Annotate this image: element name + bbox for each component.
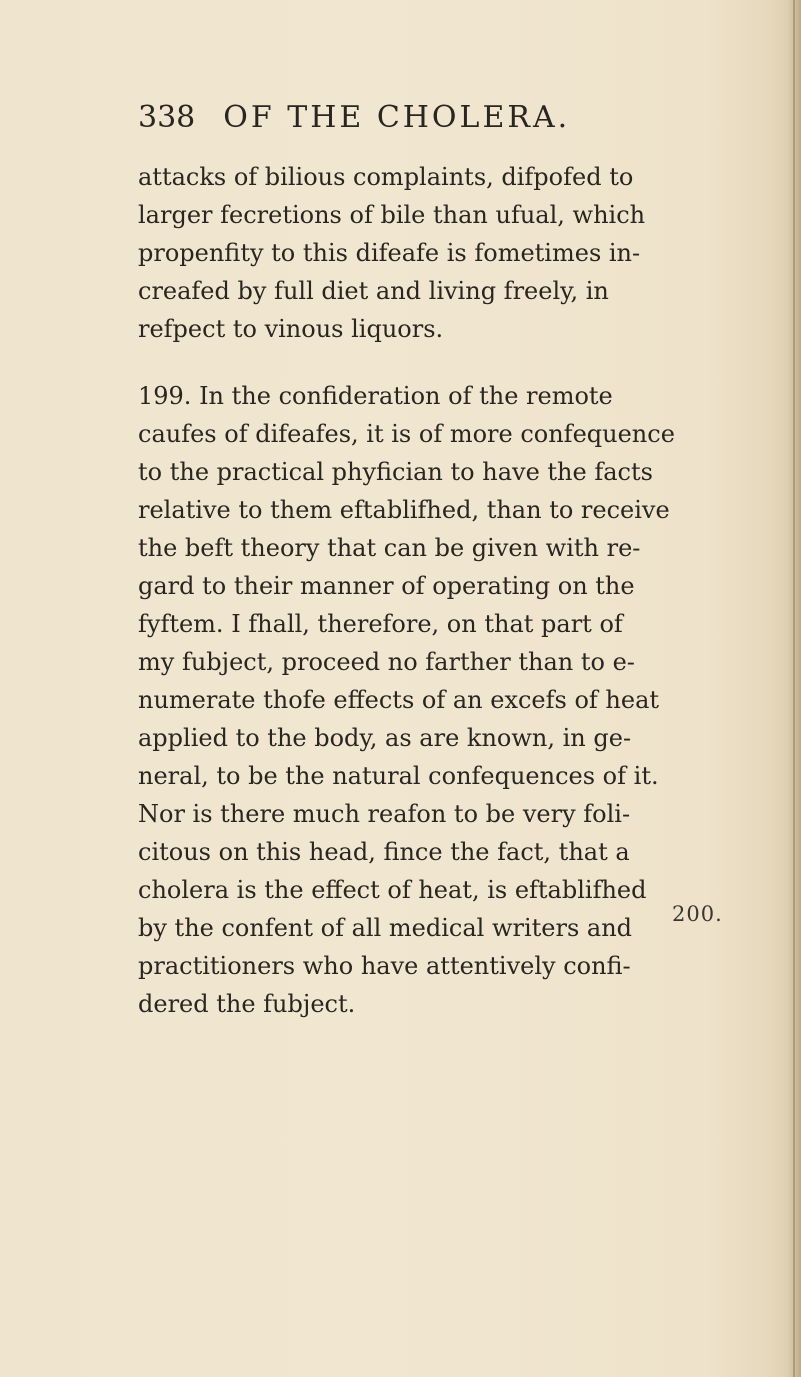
text-line: propenfity to this difeafe is fometimes in- [138,239,641,267]
text-line: practitioners who have attentively confi- [138,952,631,980]
text-line: the beft theory that can be given with re- [138,534,641,562]
catchword: 200. [672,902,723,926]
text-line: numerate thofe effects of an excefs of heat [138,686,660,714]
text-line: Nor is there much reafon to be very foli- [138,800,631,828]
text-line: refpect to vinous liquors. [138,315,444,343]
text-line: neral, to be the natural confequences of it. [138,762,659,790]
text-line: fyftem. I fhall, therefore, on that part of [138,610,623,638]
text-line: to the practical phyfician to have the facts [138,458,653,486]
page-edge-line [793,0,795,1377]
text-line: my fubject, proceed no farther than to e- [138,648,635,676]
text-line: creafed by full diet and living freely, in [138,277,609,305]
paragraph-start-line: 199. In the confideration of the remote [138,382,613,410]
text-line: dered the fubject. [138,990,356,1018]
text-line: by the confent of all medical writers and [138,914,633,942]
text-line: larger fecretions of bile than ufual, which [138,201,646,229]
page-number: 338 [138,100,196,135]
text-line: applied to the body, as are known, in ge- [138,724,632,752]
text-line: citous on this head, fince the fact, that a [138,838,630,866]
text-line: cholera is the effect of heat, is eftablifhed [138,876,647,904]
page-header [138,100,698,144]
running-head: OF THE CHOLERA. [223,100,571,135]
text-line: attacks of bilious complaints, difpofed to [138,163,634,191]
text-line: caufes of difeafes, it is of more confequence [138,420,675,448]
text-line: gard to their manner of operating on the [138,572,635,600]
text-line: relative to them eftablifhed, than to receive [138,496,670,524]
